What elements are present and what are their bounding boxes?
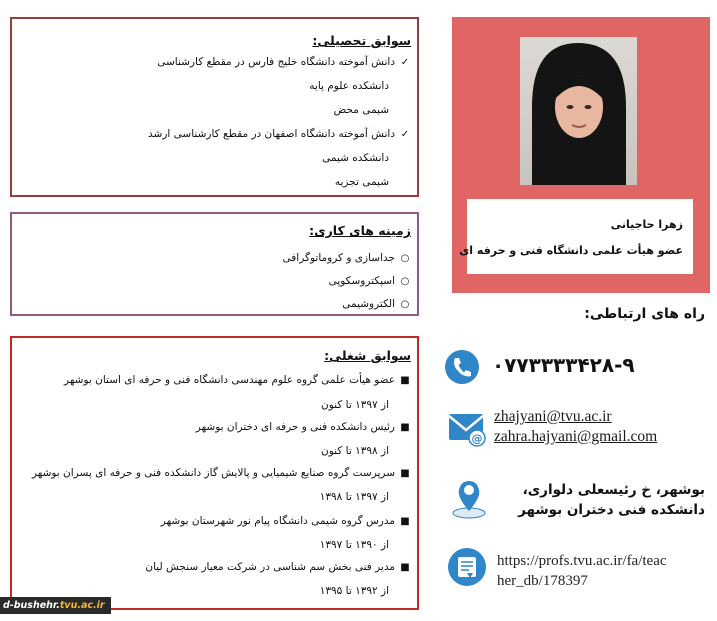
profile-card: [452, 17, 710, 293]
website-url-line-1[interactable]: https://profs.tvu.ac.ir/fa/teac: [497, 553, 667, 569]
job-history-title: سوابق شغلی:: [324, 348, 411, 363]
job-item-title: ■رئیس دانشکده فنی و حرفه ای دختران بوشهر: [195, 421, 410, 433]
education-item: ✓دانش آموخته دانشگاه خلیج فارس در مقطع کارشناسی: [157, 56, 410, 68]
job-history-section: [10, 336, 419, 610]
email-icon: [447, 408, 487, 452]
work-fields-title: زمینه های کاری:: [309, 223, 411, 238]
work-field-item: ○اسپکتروسکوپی: [328, 275, 410, 287]
work-field-item: ○جداسازی و کروماتوگرافی: [282, 252, 410, 264]
work-field-item: ○الکتروشیمی: [342, 298, 410, 310]
education-item: شیمی تجزیه: [334, 176, 389, 188]
phone-icon: [444, 349, 480, 389]
address-line-2: دانشکده فنی دختران بوشهر: [518, 502, 705, 518]
website-url-line-2[interactable]: her_db/178397: [497, 573, 588, 589]
education-section: [10, 17, 419, 197]
square-bullet-icon: ■: [400, 516, 410, 527]
email-link-2[interactable]: zahra.hajyani@gmail.com: [494, 428, 658, 445]
watermark-prefix: d-bushehr.: [3, 600, 60, 611]
square-bullet-icon: ■: [400, 422, 410, 433]
education-item: دانشکده شیمی: [322, 152, 389, 164]
square-bullet-icon: ■: [400, 562, 410, 573]
person-name: زهرا حاجیانی: [610, 218, 683, 231]
profile-photo: [520, 37, 637, 185]
address-line-1: بوشهر، خ رئیسعلی دلواری،: [522, 482, 705, 498]
education-item: شیمی محض: [333, 104, 389, 116]
job-item-title: ■مدیر فنی بخش سم شناسی در شرکت معیار سنجش لیان: [145, 561, 410, 573]
education-title: سوابق تحصیلی:: [312, 33, 411, 48]
phone-number[interactable]: ۰۷۷۳۳۳۳۴۲۸-۹: [492, 353, 635, 377]
job-item-title: ■عضو هیأت علمی گروه علوم مهندسی دانشگاه فنی و حرفه ای استان بوشهر: [64, 374, 410, 386]
job-item-title: ■سرپرست گروه صنایع شیمیایی و پالایش گاز دانشکده فنی و حرفه ای پسران بوشهر: [31, 467, 410, 479]
job-item-period: از ۱۳۹۸ تا کنون: [321, 445, 389, 457]
check-icon: ✓: [400, 129, 410, 140]
email-link-1[interactable]: zhajyani@tvu.ac.ir: [494, 408, 612, 425]
work-fields-section: [10, 212, 419, 316]
svg-text:@: @: [471, 432, 483, 445]
job-item-period: از ۱۳۹۷ تا کنون: [321, 399, 389, 411]
contact-title: راه های ارتباطی:: [584, 306, 705, 322]
person-position: عضو هیأت علمی دانشگاه فنی و حرفه ای: [459, 244, 683, 257]
education-item: دانشکده علوم پایه: [309, 80, 389, 92]
education-item: ✓دانش آموخته دانشگاه اصفهان در مقطع کارشناسی ارشد: [148, 128, 410, 140]
job-item-title: ■مدرس گروه شیمی دانشگاه پیام نور شهرستان بوشهر: [160, 515, 410, 527]
square-bullet-icon: ■: [400, 468, 410, 479]
square-bullet-icon: ■: [400, 375, 410, 386]
website-icon: [447, 547, 487, 591]
job-item-period: از ۱۳۹۰ تا ۱۳۹۷: [319, 539, 389, 551]
job-item-period: از ۱۳۹۲ تا ۱۳۹۵: [319, 585, 389, 597]
circle-bullet-icon: ○: [400, 299, 410, 310]
job-item-period: از ۱۳۹۷ تا ۱۳۹۸: [319, 491, 389, 503]
location-pin-icon: [447, 477, 491, 525]
circle-bullet-icon: ○: [400, 253, 410, 264]
circle-bullet-icon: ○: [400, 276, 410, 287]
site-watermark: [0, 597, 111, 614]
name-card: [459, 199, 693, 274]
check-icon: ✓: [400, 57, 410, 68]
watermark-domain: tvu.ac.ir: [59, 600, 105, 611]
